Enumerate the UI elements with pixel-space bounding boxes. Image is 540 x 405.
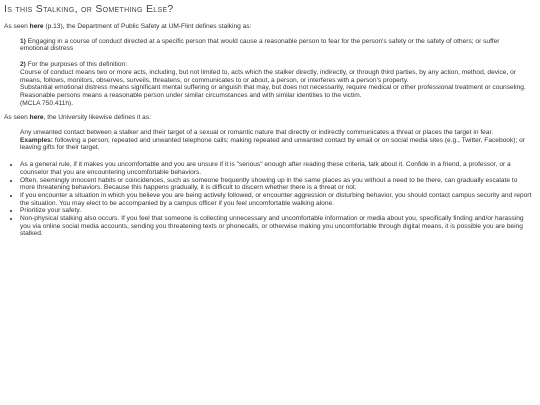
course-of-conduct-definition: Course of conduct means two or more acts, including, but not limited to, acts which the stalker directly, indirectly, or through third parties, by any action, method, device, or means, follows, monitors, observes, surveils, threatens, or communicates to or about, a person, or interferes with a person's property. — [20, 68, 516, 84]
definition-1-body: Engaging in a course of conduct directed at a specific person that would cause a reasonable person to fear for the person's safety or the safety of others; or suffer emotional distress — [20, 37, 500, 53]
list-item: • Prioritize your safety. — [20, 207, 536, 215]
university-definition-text: Any unwanted contact between a stalker and their target of a sexual or romantic nature that directly or indirectly communicates a threat or places the target in fear. — [20, 129, 494, 137]
definition-1-number: 1) — [20, 37, 26, 45]
university-definition — [20, 129, 528, 152]
list-item: • As a general rule, if it makes you uncomfortable and you are unsure if it is "serious" enough after reading these criteria, talk about it. Confide in a friend, a professor, or a counselor that you are encountering uncomfortable behaviors. — [20, 161, 536, 176]
dps-intro — [4, 23, 536, 31]
definition-2-heading — [20, 61, 528, 69]
list-item: • Non-physical stalking also occurs. If you feel that someone is collecting unnecessary and uncomfortable information or media about you, specifically finding and/or harassing you via online social media accounts, sending you threatening texts or phonecalls, or otherwise making you uncomfortable through digital means, it is possible you are being stalked. — [20, 215, 536, 238]
emotional-distress-definition: Substantial emotional distress means significant mental suffering or anguish that may, but does not necessarily, require medical or other professional treatment or counseling. — [20, 84, 526, 92]
university-examples — [20, 137, 528, 152]
definition-2-number: 2) — [20, 61, 26, 69]
list-item: • If you encounter a situation in which you believe you are being actively followed, or encounter aggression or disturbing behavior, you should contact campus security and report the situation. You may elect to be accompanied by a campus officer if you feel uncomfortable walking alone. — [20, 192, 536, 207]
dps-intro-suffix: (p.13), the Department of Public Safety at UM-Flint defines stalking as: — [43, 23, 252, 30]
reasonable-persons-definition: Reasonable persons means a reasonable person under similar circumstances and with similar identities to the victim. — [20, 91, 362, 99]
definition-2 — [20, 61, 528, 107]
definition-2-heading-text: For the purposes of this definition: — [25, 61, 128, 69]
definition-1 — [20, 38, 528, 53]
examples-label: Examples: — [20, 136, 53, 144]
dps-source-link[interactable]: here — [29, 23, 44, 30]
legal-citation: (MCLA 750.411h). — [20, 99, 74, 107]
dps-intro-prefix: As seen — [4, 23, 30, 30]
examples-text: following a person; repeated and unwanted telephone calls; making repeated and unwanted contact by email or on social media sites (e.g., Twitter, Facebook); or leaving gifts for their target. — [20, 136, 525, 152]
university-source-link[interactable]: here — [29, 114, 44, 122]
list-item: • Often, seemingly innocent habits or coincidences, such as someone frequently showing up in the same places as you without a need to be there, can gradually escalate to more threatening behaviors. Because this happens gradually, it is difficult to discern whether there is a threat or not. — [20, 177, 536, 192]
safety-tips-list — [4, 161, 536, 238]
definition-1-text — [20, 38, 528, 53]
university-intro-prefix: As seen — [4, 114, 30, 122]
page-title: Is this Stalking, or Something Else? — [4, 3, 174, 15]
university-intro-suffix: , the University likewise defines it as: — [43, 114, 151, 122]
university-intro — [4, 114, 536, 122]
